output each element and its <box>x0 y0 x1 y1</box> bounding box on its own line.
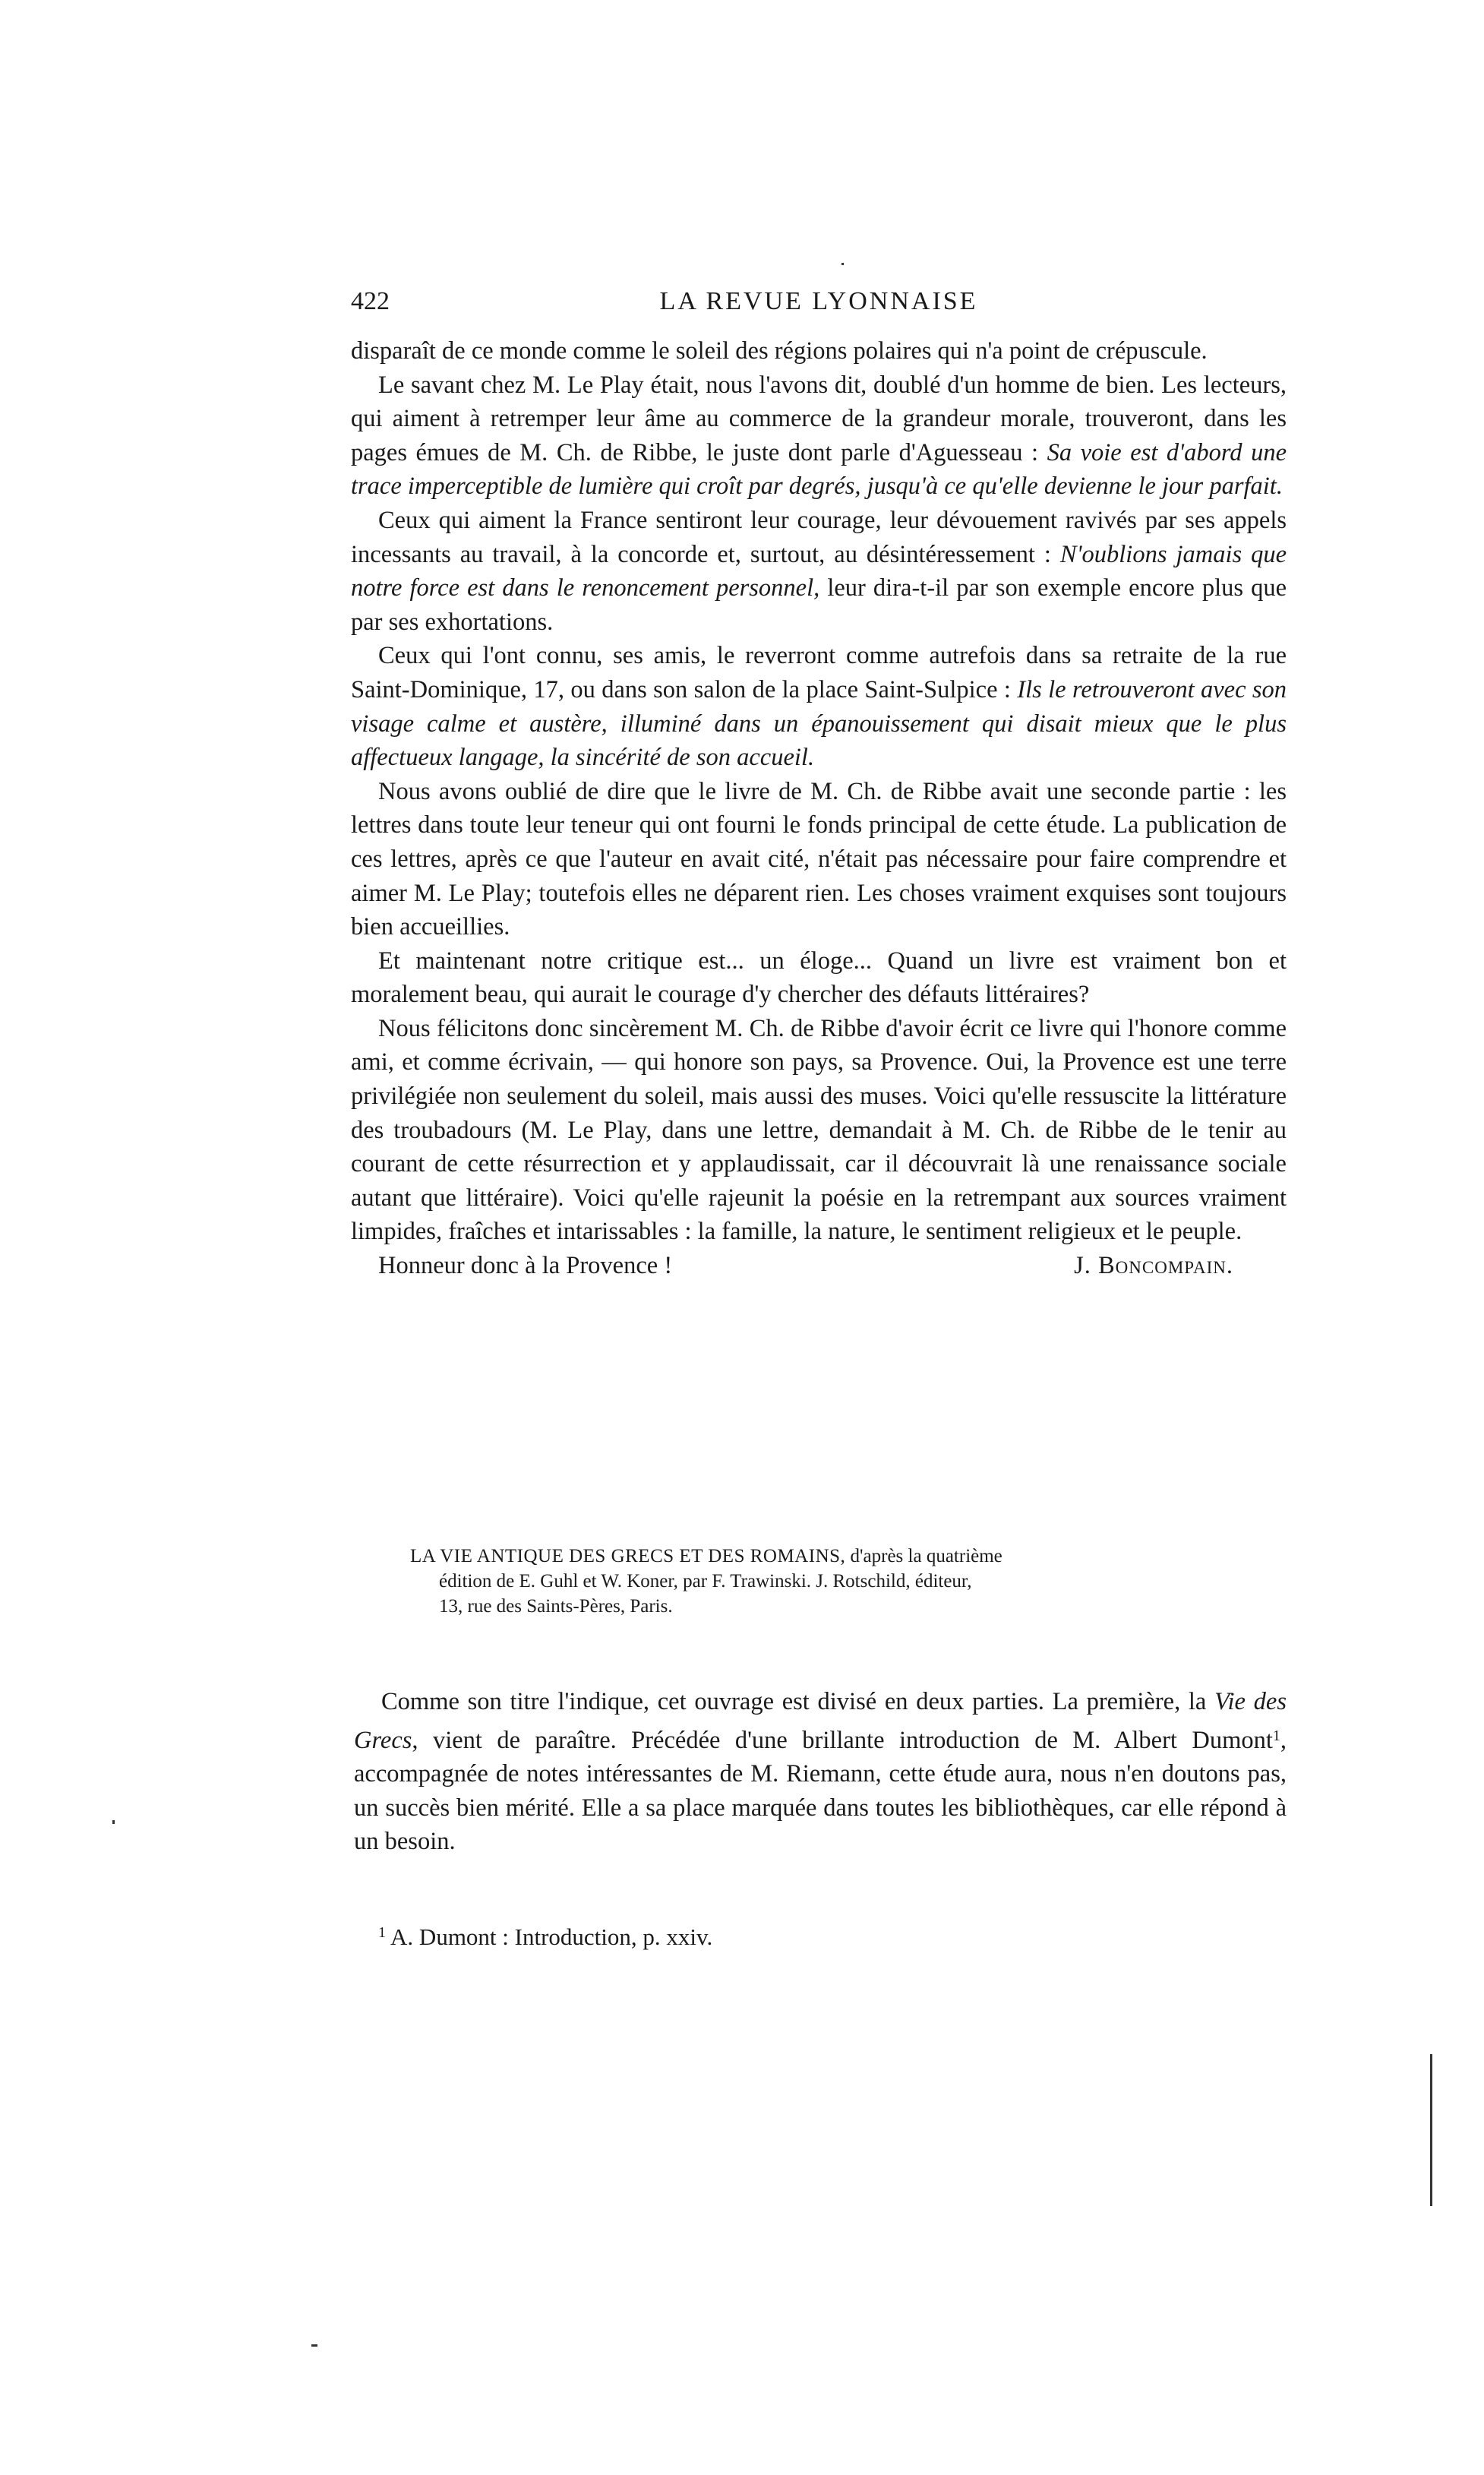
review-heading <box>410 1544 1239 1619</box>
footnote-mark: 1 <box>378 1924 386 1941</box>
quote: Ils le retrouveront avec son visage calme et austère, illuminé dans un épanouissement qui disait mieux que le plus affectueux langage, la sincérité de son accueil. <box>351 675 1287 772</box>
review-edition: d'après la quatrième <box>850 1546 1002 1566</box>
paragraph: Comme son titre l'indique, cet ouvrage est divisé en deux parties. La première, la Vie des Grecs, vient de paraître. Précédée d'une brillante introduction de M. Albert Dumont$^1$, accompagnée de notes intéressantes de M. Riemann, cette étude aura, nous n'en doutons pas, un succès bien mérité. Elle a sa place marquée dans toutes les bibliothèques, car elle répond à un besoin. <box>354 1688 1287 1856</box>
paragraph: disparaît de ce monde comme le soleil des régions polaires qui n'a point de crépuscule. <box>351 337 1208 365</box>
author-signature: J. Boncompain. <box>1074 1252 1233 1280</box>
print-speck <box>841 263 844 265</box>
page-number: 422 <box>351 287 390 315</box>
closing-line <box>351 1249 1287 1283</box>
review-authors: édition de E. Guhl et W. Koner, par F. Trawinski. J. Rotschild, éditeur, <box>439 1571 972 1592</box>
paragraph: Le savant chez M. Le Play était, nous l'avons dit, doublé d'un homme de bien. Les lecteurs, qui aiment à retremper leur âme au commerce de la grandeur morale, trouveront, dans les pages émues de M. Ch. de Ribbe, le juste dont parle d'Aguesseau : Sa voie est d'abord une trace imperceptible de lumière qui croît par degrés, jusqu'à ce qu'elle devienne le jour parfait. <box>351 371 1287 501</box>
running-title: LA REVUE LYONNAISE <box>659 287 978 315</box>
review-book-title: LA VIE ANTIQUE DES GRECS ET DES ROMAINS, <box>410 1546 846 1566</box>
paragraph: Nous avons oublié de dire que le livre de M. Ch. de Ribbe avait une seconde partie : les lettres dans toute leur teneur qui ont fourni le fonds principal de cette étude. La publication de ces lettres, après ce que l'auteur en avait cité, n'était pas nécessaire pour faire comprendre et aimer M. Le Play; toutefois elles ne déparent rien. Les choses vraiment exquises sont toujours bien accueillies. <box>351 777 1287 941</box>
paragraph: Nous félicitons donc sincèrement M. Ch. de Ribbe d'avoir écrit ce livre qui l'honore comme ami, et comme écrivain, — qui honore son pays, sa Provence. Oui, la Provence est une terre privilégiée non seulement du soleil, mais aussi des muses. Voici qu'elle ressuscite la littérature des troubadours (M. Le Play, dans une lettre, demandait à M. Ch. de Ribbe de le tenir au courant de cette résurrection et y applaudissait, car il découvrait là une renaissance sociale autant que littéraire). Voici qu'elle rajeunit la poésie en la retrempant aux sources vraiment limpides, fraîches et intarissables : la famille, la nature, le sentiment religieux et le peuple. <box>351 1014 1287 1246</box>
paragraph: Ceux qui l'ont connu, ses amis, le reverront comme autrefois dans sa retraite de la rue Saint-Dominique, 17, ou dans son salon de la place Saint-Sulpice : Ils le retrouveront avec son visage calme et austère, illuminé dans un épanouissement qui disait mieux que le plus affectueux langage, la sincérité de son accueil. <box>351 642 1287 772</box>
footnote <box>378 1923 712 1951</box>
footnote-text: A. Dumont : Introduction, p. xxiv. <box>390 1923 713 1950</box>
book-title: Vie des Grecs <box>354 1688 1287 1754</box>
quote: Sa voie est d'abord une trace imperceptible de lumière qui croît par degrés, jusqu'à ce qu'elle devienne le jour parfait. <box>351 438 1287 501</box>
page-header <box>351 287 1287 325</box>
paragraph: Ceux qui aiment la France sentiront leur courage, leur dévouement ravivés par ses appels incessants au travail, à la concorde et, surtout, au désintéressement : N'oublions jamais que notre force est dans le renoncement personnel, leur dira-t-il par son exemple encore plus que par ses exhortations. <box>351 506 1287 636</box>
scan-edge-line <box>1430 2054 1432 2206</box>
footnote-ref: 1 <box>1272 1727 1280 1744</box>
paragraph: Et maintenant notre critique est... un éloge... Quand un livre est vraiment bon et moralement beau, qui aurait le courage d'y chercher des défauts littéraires? <box>351 947 1287 1009</box>
print-speck <box>311 2344 317 2347</box>
review-text <box>354 1685 1287 1859</box>
quote: N'oublions jamais que notre force est dans le renoncement personnel, <box>351 540 1287 602</box>
main-text <box>351 334 1287 1283</box>
closing-text: Honneur donc à la Provence ! <box>378 1252 673 1280</box>
print-speck <box>112 1820 115 1824</box>
review-address: 13, rue des Saints-Pères, Paris. <box>439 1596 673 1617</box>
